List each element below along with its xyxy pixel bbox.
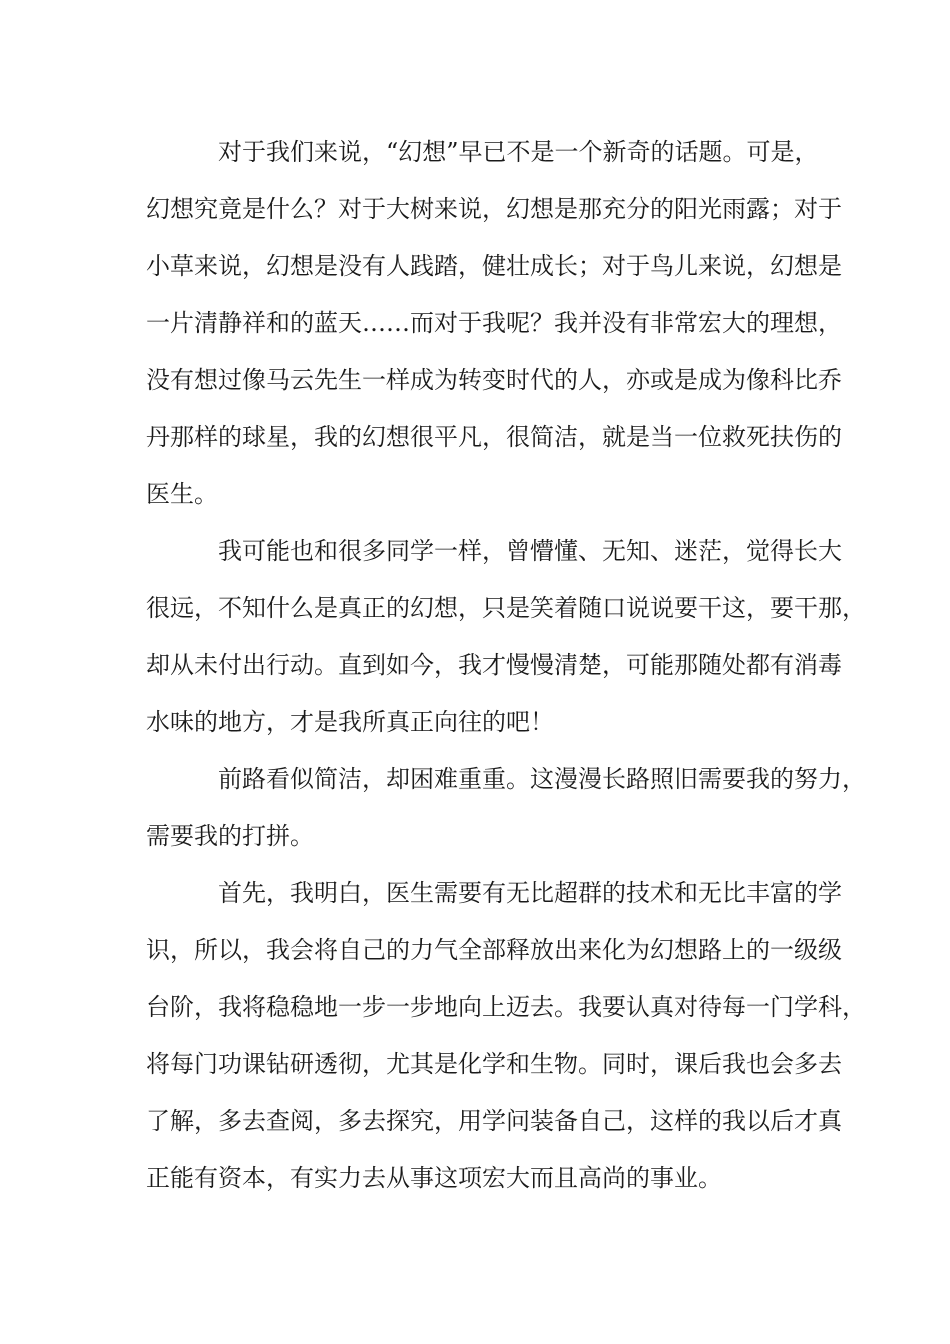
paragraph-4-line-6: 正能有资本，有实力去从事这项宏大而且高尚的事业。 bbox=[146, 1164, 722, 1192]
paragraph-3-line-1: 前路看似简洁，却困难重重。这漫漫长路照旧需要我的努力， bbox=[218, 765, 866, 793]
paragraph-4-line-3: 台阶，我将稳稳地一步一步地向上迈去。我要认真对待每一门学科， bbox=[146, 993, 866, 1021]
paragraph-2-line-1: 我可能也和很多同学一样，曾懵懂、无知、迷茫，觉得长大 bbox=[218, 537, 842, 565]
paragraph-4-line-4: 将每门功课钻研透彻，尤其是化学和生物。同时，课后我也会多去 bbox=[146, 1050, 842, 1078]
paragraph-1-line-6: 丹那样的球星，我的幻想很平凡，很简洁，就是当一位救死扶伤的 bbox=[146, 423, 842, 451]
paragraph-1-line-5: 没有想过像马云先生一样成为转变时代的人，亦或是成为像科比乔 bbox=[146, 366, 842, 394]
paragraph-1-line-2: 幻想究竟是什么？对于大树来说，幻想是那充分的阳光雨露；对于 bbox=[146, 195, 842, 223]
paragraph-2-line-2: 很远，不知什么是真正的幻想，只是笑着随口说说要干这，要干那， bbox=[146, 594, 866, 622]
paragraph-4-line-5: 了解，多去查阅，多去探究，用学问装备自己，这样的我以后才真 bbox=[146, 1107, 842, 1135]
paragraph-2-line-3: 却从未付出行动。直到如今，我才慢慢清楚，可能那随处都有消毒 bbox=[146, 651, 842, 679]
paragraph-2-line-4: 水味的地方，才是我所真正向往的吧！ bbox=[146, 708, 554, 736]
paragraph-1-line-3: 小草来说，幻想是没有人践踏，健壮成长；对于鸟儿来说，幻想是 bbox=[146, 252, 842, 280]
paragraph-3-line-2: 需要我的打拼。 bbox=[146, 822, 314, 850]
paragraph-4-line-2: 识，所以，我会将自己的力气全部释放出来化为幻想路上的一级级 bbox=[146, 936, 842, 964]
paragraph-1-line-4: 一片清静祥和的蓝天……而对于我呢？我并没有非常宏大的理想， bbox=[146, 309, 842, 337]
paragraph-1-line-7: 医生。 bbox=[146, 480, 218, 508]
paragraph-4-line-1: 首先，我明白，医生需要有无比超群的技术和无比丰富的学 bbox=[218, 879, 842, 907]
paragraph-1-line-1: 对于我们来说，“幻想”早已不是一个新奇的话题。可是， bbox=[218, 138, 819, 166]
